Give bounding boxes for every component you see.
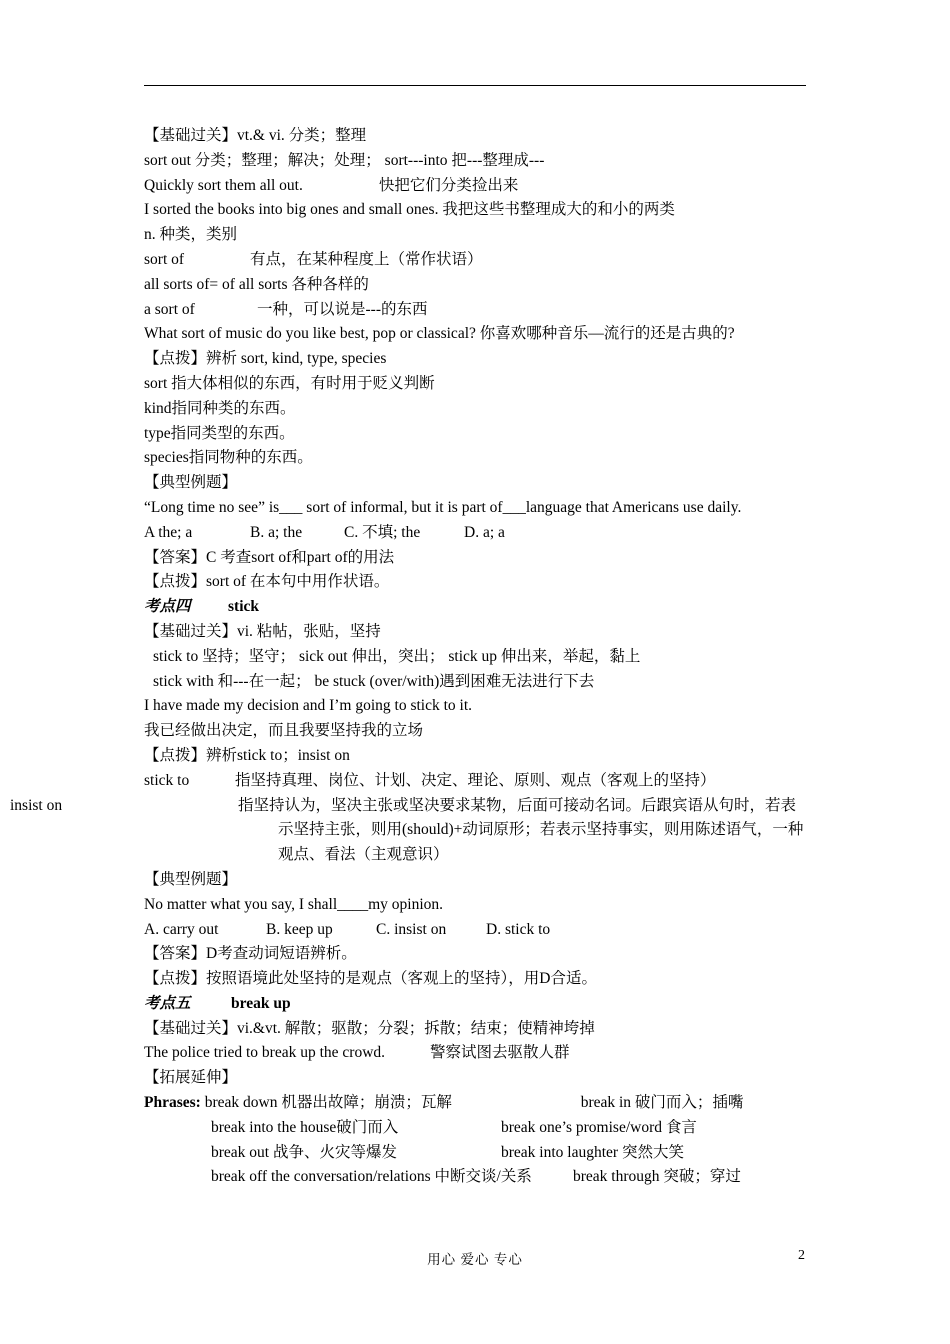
text-line: 【基础过关】vt.& vi. 分类；整理 xyxy=(144,127,367,144)
text-line xyxy=(144,1041,808,1066)
text-line: 【典型例题】 xyxy=(144,474,238,492)
text-line: all sorts of= of all sorts 各种各样的 xyxy=(144,275,369,293)
question-text: “Long time no see” is___ sort of informal, but it is part of___language that Americans use daily. xyxy=(144,498,742,516)
section-heading xyxy=(144,992,808,1017)
text-line: 【点拨】按照语境此处坚持的是观点（客观上的坚持），用D合适。 xyxy=(144,970,597,988)
option-a: A the; a xyxy=(144,523,193,541)
text-line: sort 指大体相似的东西，有时用于贬义判断 xyxy=(144,374,435,392)
text-line: 【答案】C 考查sort of和part of的用法 xyxy=(144,548,395,566)
text-line: 【典型例题】 xyxy=(144,870,238,888)
example-en: The police tried to break up the crowd. xyxy=(144,1044,386,1062)
text-line: kind指同种类的东西。 xyxy=(144,399,296,417)
text-line: sort out 分类；整理；解决；处理； sort---into 把---整理成--- xyxy=(144,151,545,169)
option-b: B. keep up xyxy=(266,920,333,938)
phrase: break in 破门而入；插嘴 xyxy=(580,1094,744,1112)
text-line xyxy=(10,794,808,868)
text-line: 【点拨】辨析stick to；insist on xyxy=(144,746,350,764)
page-number: 2 xyxy=(798,1248,805,1263)
text-line: type指同类型的东西。 xyxy=(144,424,295,442)
section-keyword: stick xyxy=(228,598,259,616)
question-text: No matter what you say, I shall____my opinion. xyxy=(144,895,444,913)
term: a sort of xyxy=(144,300,195,318)
text-line: 【答案】D考查动词短语辨析。 xyxy=(144,945,357,963)
definition: 一种，可以说是---的东西 xyxy=(257,300,428,318)
text-line: 【基础过关】vi. 粘帖，张贴，坚持 xyxy=(144,622,381,640)
text-line: 【点拨】辨析 sort, kind, type, species xyxy=(144,350,387,368)
phrase: break one’s promise/word 食言 xyxy=(501,1118,697,1136)
example-zh: 快把它们分类捡出来 xyxy=(378,176,519,194)
option-a: A. carry out xyxy=(144,920,219,938)
example-zh: 警察试图去驱散人群 xyxy=(430,1044,570,1062)
text-line: 我已经做出决定，而且我要坚持我的立场 xyxy=(144,722,424,740)
example-en: Quickly sort them all out. xyxy=(144,176,303,194)
phrase-row xyxy=(144,1116,808,1141)
text-line xyxy=(144,174,808,199)
text-line: I sorted the books into big ones and small ones. 我把这些书整理成大的和小的两类 xyxy=(144,201,675,219)
text-line: stick with 和---在一起； be stuck (over/with)遇到困难无法进行下去 xyxy=(153,672,595,690)
phrase: break out 战争、火灾等爆发 xyxy=(211,1143,397,1161)
text-line xyxy=(144,769,808,794)
phrase: break off the conversation/relations 中断交谈/关系 xyxy=(211,1168,532,1186)
section-label: 考点五 xyxy=(144,994,191,1012)
section-keyword: break up xyxy=(231,994,291,1012)
page-body xyxy=(10,124,808,1190)
phrase: break through 突破；穿过 xyxy=(573,1168,741,1186)
answer-options xyxy=(144,521,808,546)
term: stick to xyxy=(144,771,190,789)
text-line: I have made my decision and I’m going to stick to it. xyxy=(144,697,473,715)
option-c: C. 不填; the xyxy=(344,523,421,541)
phrase: break down 机器出故障；崩溃；瓦解 xyxy=(204,1094,452,1112)
option-b: B. a; the xyxy=(250,523,303,541)
text-line: 【点拨】sort of 在本句中用作状语。 xyxy=(144,573,390,591)
section-heading xyxy=(144,595,808,620)
definition: 指坚持真理、岗位、计划、决定、理论、原则、观点（客观上的坚持） xyxy=(235,771,716,789)
text-line: stick to 坚持；坚守； sick out 伸出，突出； stick up 伸出来，举起，黏上 xyxy=(153,647,641,665)
text-line: 【基础过关】vi.&vt. 解散；驱散；分裂；拆散；结束；使精神垮掉 xyxy=(144,1019,595,1037)
phrase-row xyxy=(144,1091,808,1116)
text-line xyxy=(144,298,808,323)
phrase-row xyxy=(144,1141,808,1166)
answer-options xyxy=(144,918,808,943)
text-line: 【拓展延伸】 xyxy=(144,1069,238,1087)
definition: 指坚持认为，坚决主张或坚决要求某物，后面可接动名词。后跟宾语从句时，若表示坚持主张，则用(should)+动词原形；若表示坚持事实，则用陈述语气，一种观点、看法（主观意识） xyxy=(238,796,804,864)
text-line: n. 种类，类别 xyxy=(144,226,238,244)
definition: 有点，在某种程度上（常作状语） xyxy=(250,250,483,268)
option-d: D. stick to xyxy=(486,920,551,938)
section-label: 考点四 xyxy=(144,598,191,616)
header-rule xyxy=(144,85,806,86)
option-d: D. a; a xyxy=(464,523,505,541)
text-line: species指同物种的东西。 xyxy=(144,449,313,467)
option-c: C. insist on xyxy=(376,920,447,938)
phrase-row xyxy=(144,1165,808,1190)
page-footer: 用心 爱心 专心 xyxy=(427,1252,523,1267)
text-line: What sort of music do you like best, pop or classical? 你喜欢哪种音乐—流行的还是古典的? xyxy=(144,325,735,343)
term: insist on xyxy=(10,796,63,814)
phrase: break into the house破门而入 xyxy=(211,1118,399,1136)
text-line xyxy=(144,248,808,273)
phrase: break into laughter 突然大笑 xyxy=(501,1143,684,1161)
term: sort of xyxy=(144,250,185,268)
phrases-label: Phrases: xyxy=(144,1094,201,1112)
